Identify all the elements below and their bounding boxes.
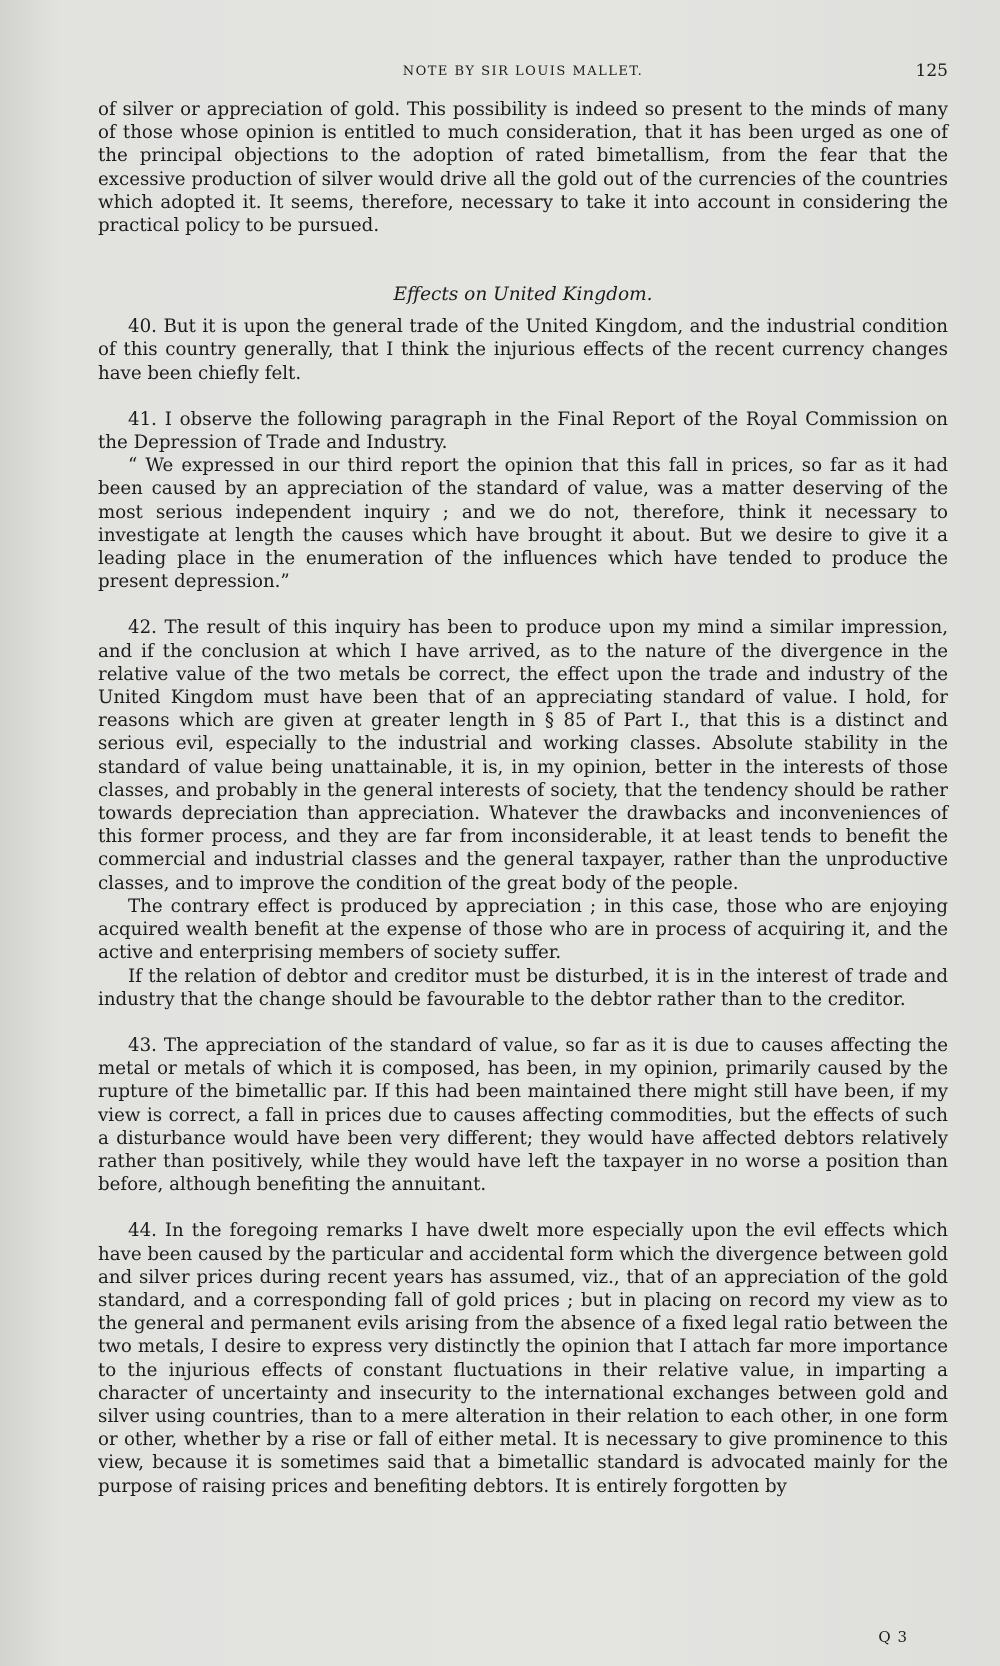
- signature-mark: Q 3: [878, 1628, 908, 1646]
- paragraph-40: 40. But it is upon the general trade of the United Kingdom, and the industrial condition of this country generally, that I think the injurious effects of the recent currency changes have been chiefly felt.: [98, 316, 948, 384]
- paragraph-41: 41. I observe the following paragraph in the Final Report of the Royal Commission on the Depression of Trade and Industry.: [98, 408, 948, 454]
- paragraph-42: 42. The result of this inquiry has been to produce upon my mind a similar impression, and if the conclusion at which I have arrived, as to the nature of the divergence in the relative value of the two metals be correct, the effect upon the trade and industry of the United Kingdom must have been that of an appreciating standard of value. I hold, for reasons which are given at greater length in § 85 of Part I., that this is a distinct and serious evil, especially to the industrial and working classes. Absolute stability in the standard of value being unattainable, it is, in my opinion, better in the interests of those classes, and probably in the general interests of society, that the tendency should be rather towards depreciation than appreciation. Whatever the drawbacks and inconveniences of this former process, and they are far from inconsiderable, it at least tends to benefit the commercial and industrial classes and the general taxpayer, rather than the unproductive classes, and to improve the condition of the great body of the people.: [98, 617, 948, 894]
- page-number: 125: [915, 61, 948, 81]
- running-header: [98, 61, 948, 90]
- paragraph-43: 43. The appreciation of the standard of value, so far as it is due to causes affecting the metal or metals of which it is composed, has been, in my opinion, primarily caused by the rupture of the bimetallic par. If this had been maintained there might still have been, if my view is correct, a fall in prices due to causes affecting commodities, but the effects of such a disturbance would have been very different; they would have affected debtors relatively rather than positively, while they would have left the taxpayer in no worse a position than before, although benefiting the annuitant.: [98, 1034, 948, 1196]
- paragraph-42-c: If the relation of debtor and creditor must be disturbed, it is in the interest of trade and industry that the change should be favourable to the debtor rather than to the creditor.: [98, 965, 948, 1010]
- paragraph-41-quote: “ We expressed in our third report the opinion that this fall in prices, so far as it had been caused by an appreciation of the standard of value, was a matter deserving of the most serious independent inquiry ; and we do not, therefore, think it necessary to investigate at length the causes which have brought it about. But we desire to give it a leading place in the enumeration of the influences which have tended to produce the present depression.”: [98, 455, 948, 593]
- paragraph-intro: of silver or appreciation of gold. This possibility is indeed so present to the minds of many of those whose opinion is entitled to much consideration, that it has been urged as one of the principal objections to the adoption of rated bimetallism, from the fear that the excessive production of silver would drive all the gold out of the currencies of the countries which adopted it. It seems, therefore, necessary to take it into account in considering the practical policy to be pursued.: [98, 99, 948, 237]
- section-heading: Effects on United Kingdom.: [393, 284, 653, 306]
- paragraph-44: 44. In the foregoing remarks I have dwelt more especially upon the evil effects which have been caused by the particular and accidental form which the divergence between gold and silver prices during recent years has assumed, viz., that of an appreciation of the gold standard, and a corresponding fall of gold prices ; but in placing on record my view as to the general and permanent evils arising from the absence of a fixed legal ratio between the two metals, I desire to express very distinctly the opinion that I attach far more importance to the injurious effects of constant fluctuations in their relative value, in imparting a character of uncertainty and insecurity to the international exchanges between gold and silver using countries, than to a mere alteration in their relation to each other, in one form or other, whether by a rise or fall of either metal. It is necessary to give prominence to this view, because it is sometimes said that a bimetallic standard is advocated mainly for the purpose of raising prices and benefiting debtors. It is entirely forgotten by: [98, 1220, 948, 1497]
- paragraph-42-b: The contrary effect is produced by appreciation ; in this case, those who are enjoying acquired wealth benefit at the expense of those who are in process of acquiring it, and the active and enterprising members of society suffer.: [98, 895, 948, 964]
- running-title: NOTE BY SIR LOUIS MALLET.: [402, 64, 644, 79]
